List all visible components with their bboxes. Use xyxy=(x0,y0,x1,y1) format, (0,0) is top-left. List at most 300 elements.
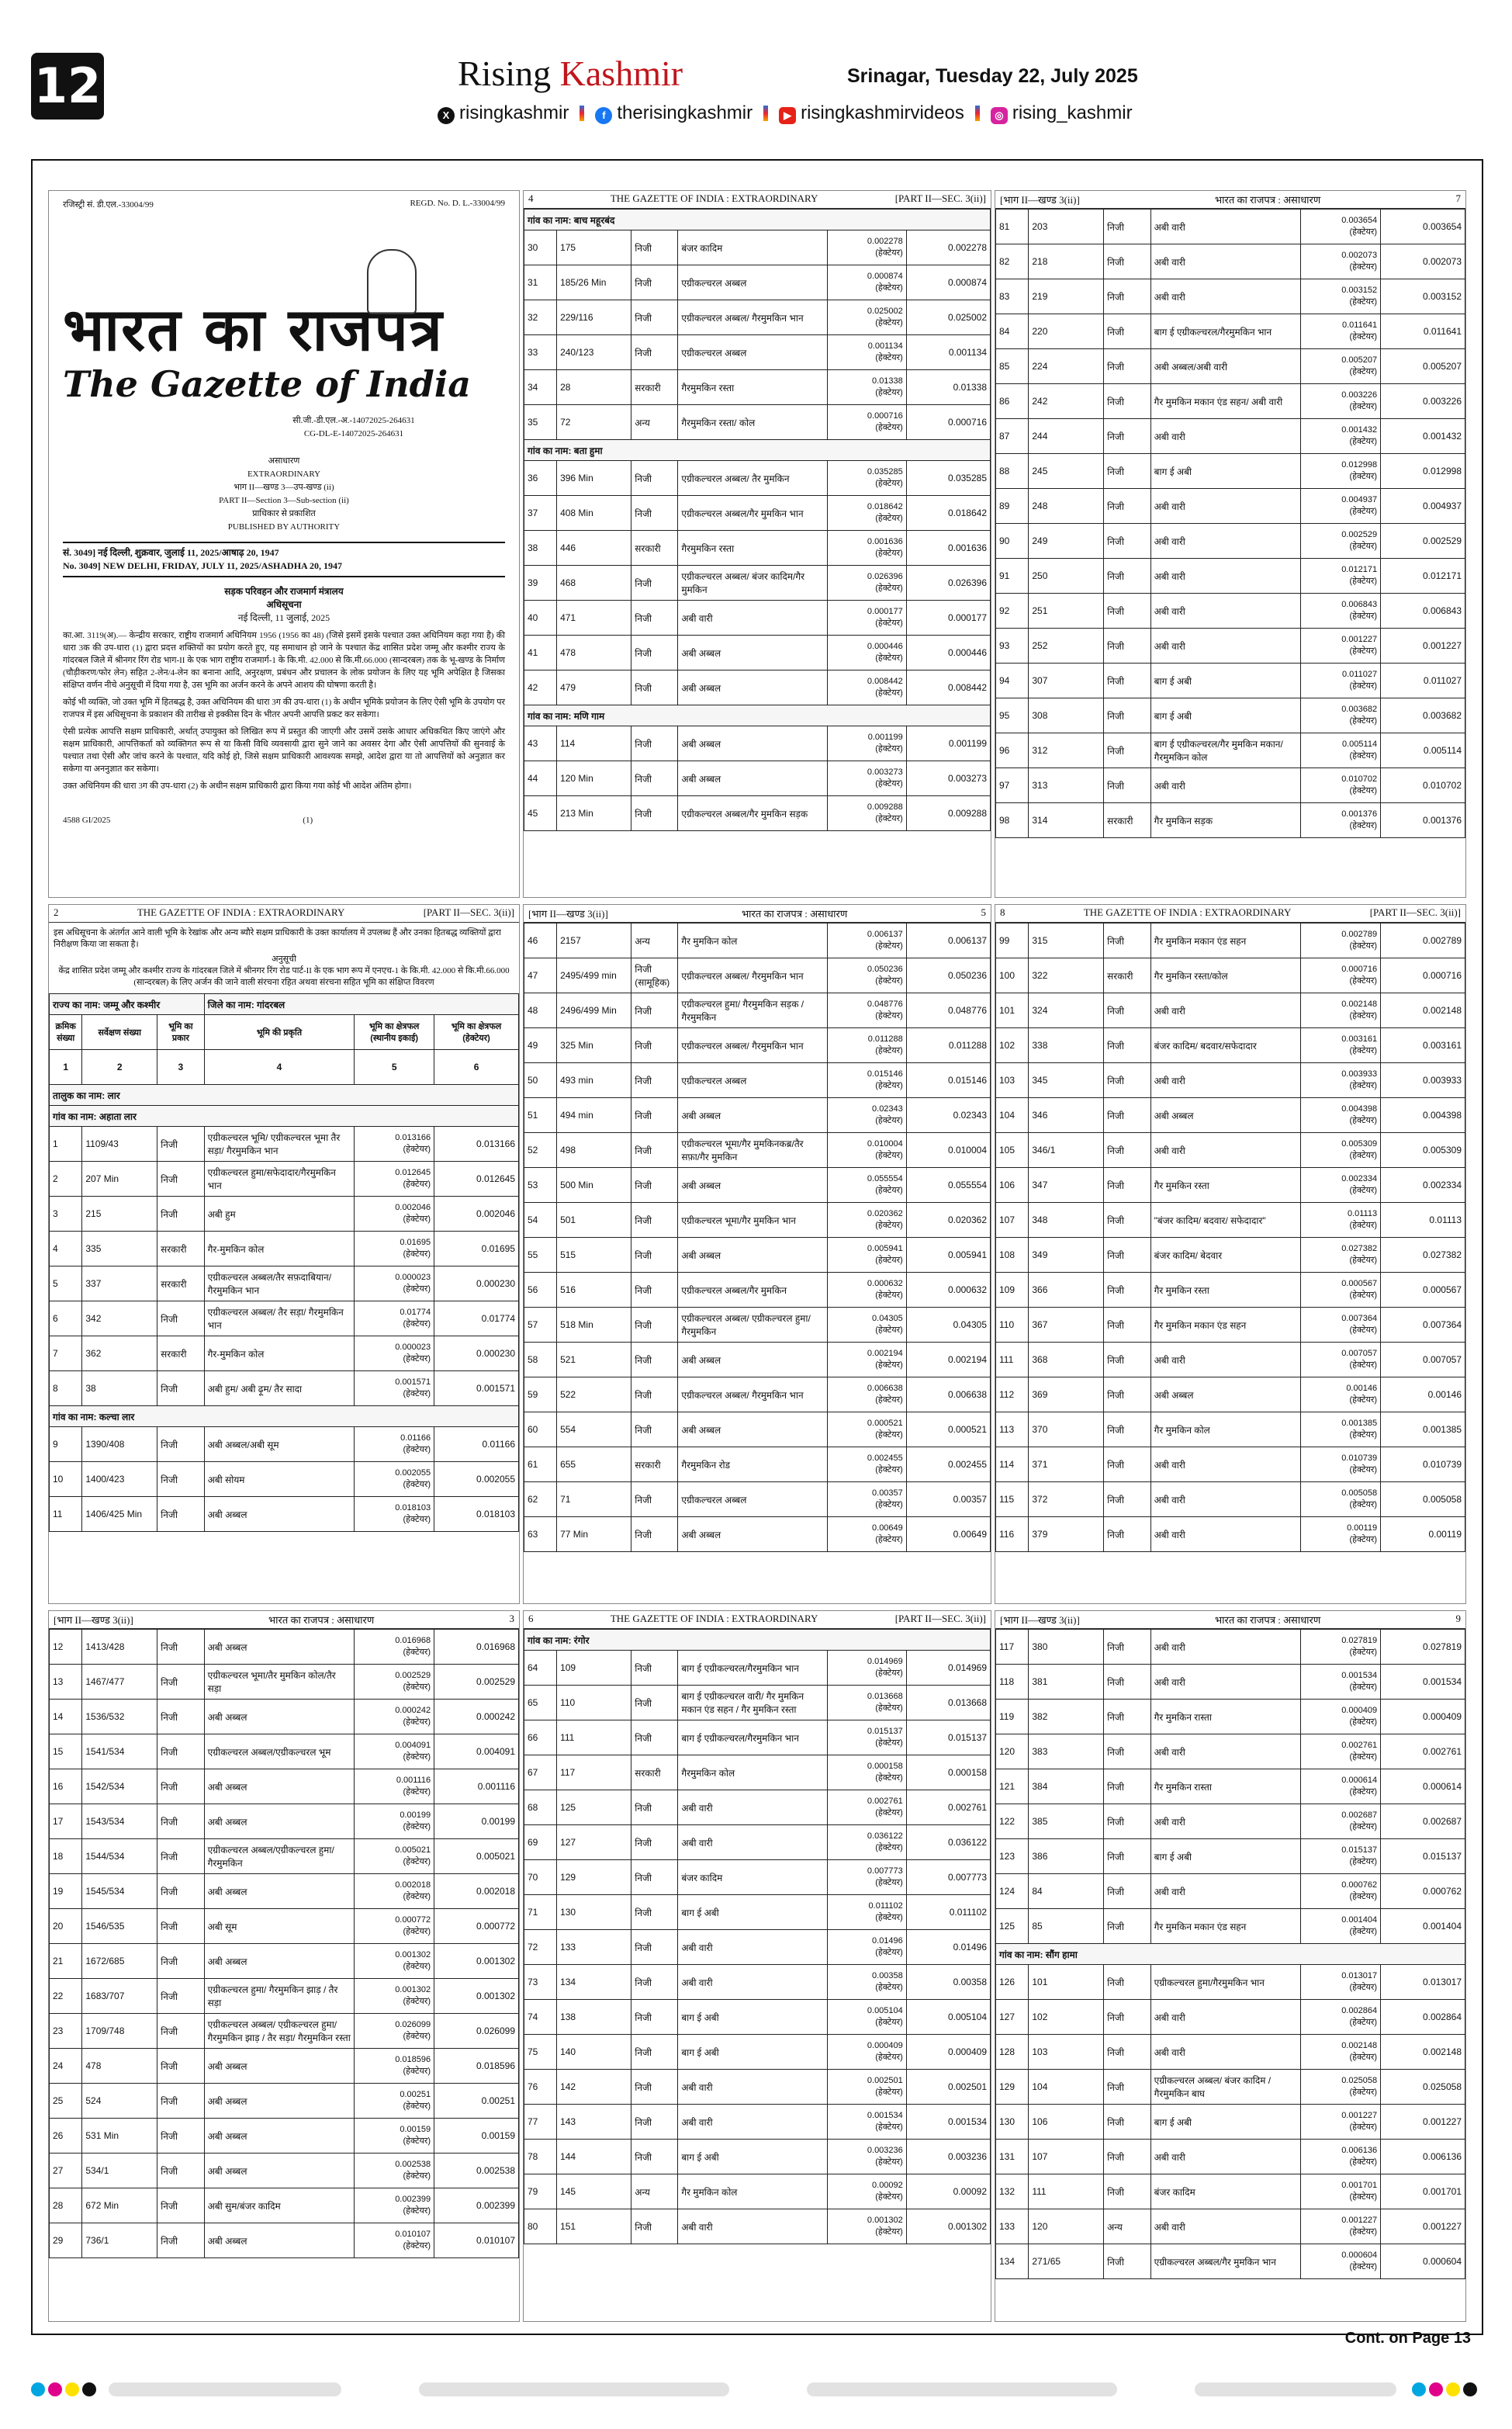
area-value: 0.011102 xyxy=(868,1901,903,1911)
area-unit: (हेक्टेयर) xyxy=(875,1843,903,1852)
table-row xyxy=(996,1063,1465,1098)
schedule-table xyxy=(524,1629,991,2244)
land-nature-cell: एग्रीकल्चरल भूमा/तैर मुमकिन कोल/तैर सड़ा xyxy=(204,1665,355,1700)
area-hectare-cell: 0.002864 xyxy=(1381,2000,1465,2035)
land-type-cell: सरकारी xyxy=(631,1755,678,1790)
land-nature-cell: अबी अब्बल xyxy=(204,1769,355,1804)
area-value: 0.002538 xyxy=(395,2160,431,2169)
area-hectare-cell: 0.001534 xyxy=(906,2105,990,2140)
table-row xyxy=(524,1203,991,1238)
area-value: 0.026099 xyxy=(395,2020,431,2029)
survey-number-cell: 386 xyxy=(1029,1839,1104,1874)
area-hectare-cell: 0.020362 xyxy=(906,1203,990,1238)
area-value: 0.001376 xyxy=(1341,809,1378,819)
survey-number-cell: 125 xyxy=(557,1790,631,1825)
serial-cell: 36 xyxy=(524,461,557,496)
survey-number-cell: 103 xyxy=(1029,2035,1104,2070)
survey-number-cell: 28 xyxy=(557,370,631,405)
land-type-cell: निजी xyxy=(631,2000,678,2035)
serial-cell: 8 xyxy=(50,1371,82,1406)
area-local-cell xyxy=(1301,2070,1381,2105)
village-name: गांव का नाम: बाच महूरबंद xyxy=(524,210,991,230)
page-head-center: भारत का राजपत्र : असाधारण xyxy=(1215,194,1321,206)
survey-number-cell: 337 xyxy=(82,1266,157,1301)
land-nature-cell: एग्रीकल्चरल हुमा/सफेदादार/गैरमुमकिन भान xyxy=(204,1162,355,1197)
land-type-cell: निजी xyxy=(1104,1203,1151,1238)
land-nature-cell: एग्रीकल्चरल अब्बल/गैर मुमकिन भान xyxy=(1150,2244,1301,2279)
area-value: 0.020362 xyxy=(867,1209,903,1218)
area-value: 0.011641 xyxy=(1342,321,1378,330)
table-row xyxy=(996,244,1465,279)
area-value: 0.055554 xyxy=(867,1174,903,1183)
table-row xyxy=(996,2000,1465,2035)
area-local-cell xyxy=(1301,1734,1381,1769)
area-unit: (हेक्टेयर) xyxy=(1349,751,1378,761)
area-value: 0.000772 xyxy=(395,1915,431,1925)
registration-mark xyxy=(1446,2382,1460,2396)
area-hectare-cell: 0.00199 xyxy=(434,1804,519,1839)
area-value: 0.000567 xyxy=(1341,1279,1378,1288)
land-type-cell: निजी xyxy=(1104,2174,1151,2209)
area-value: 0.013017 xyxy=(1341,1971,1378,1980)
area-value: 0.027382 xyxy=(1341,1244,1378,1253)
area-hectare-cell: 0.001227 xyxy=(1381,629,1465,664)
area-hectare-cell: 0.000521 xyxy=(906,1412,990,1447)
land-type-cell: निजी xyxy=(1104,768,1151,803)
area-unit: (हेक्टेयर) xyxy=(875,514,903,523)
serial-cell: 6 xyxy=(50,1301,82,1336)
issue-line xyxy=(63,542,505,577)
survey-number-cell: 1390/408 xyxy=(82,1427,157,1462)
survey-number-cell: 380 xyxy=(1029,1630,1104,1665)
land-nature-cell: एग्रीकल्चरल अब्बल/ बंजर कादिम / गैरमुमकिन बाघ xyxy=(1150,2070,1301,2105)
land-nature-cell: अबी वारी xyxy=(1150,1447,1301,1482)
page-head-left: 8 xyxy=(1000,906,1005,918)
land-type-cell: निजी xyxy=(1104,1700,1151,1734)
area-unit: (हेक्टेयर) xyxy=(403,1480,431,1489)
land-nature-cell: बाग ई अबी xyxy=(678,2035,827,2070)
land-type-cell: सरकारी xyxy=(157,1232,205,1266)
brand-first: Rising xyxy=(458,54,552,93)
area-hectare-cell: 0.001227 xyxy=(1381,2105,1465,2140)
area-local-cell xyxy=(1301,1238,1381,1273)
table-row xyxy=(524,1063,991,1098)
survey-number-cell: 1546/535 xyxy=(82,1909,157,1944)
table-row xyxy=(996,1630,1465,1665)
survey-number-cell: 1400/423 xyxy=(82,1462,157,1497)
area-value: 0.002529 xyxy=(1341,530,1378,539)
area-local-cell xyxy=(1301,1482,1381,1517)
area-hectare-cell: 0.000446 xyxy=(906,636,990,670)
table-row xyxy=(996,1769,1465,1804)
area-unit: (हेक्टेयर) xyxy=(1349,1186,1378,1195)
survey-number-cell: 185/26 Min xyxy=(557,265,631,300)
social-handle: rising_kashmir xyxy=(1012,102,1133,123)
area-unit: (हेक्टेयर) xyxy=(875,744,903,754)
survey-number-cell: 370 xyxy=(1029,1412,1104,1447)
land-type-cell: निजी xyxy=(631,1273,678,1308)
facebook-icon: f xyxy=(595,107,612,124)
table-row xyxy=(524,1825,991,1860)
area-hectare-cell: 0.025002 xyxy=(906,300,990,335)
area-value: 0.002055 xyxy=(395,1468,431,1478)
issue-hi: सं. 3049] नई दिल्ली, शुक्रवार, जुलाई 11, 2025/आषाढ़ 20, 1947 xyxy=(63,547,279,558)
page-head-left: [भाग II—खण्ड 3(ii)] xyxy=(528,908,608,920)
land-nature-cell: बाग ई अबी xyxy=(1150,1839,1301,1874)
area-hectare-cell: 0.006137 xyxy=(906,923,990,958)
survey-number-cell: 396 Min xyxy=(557,461,631,496)
reg-number-hi: रजिस्ट्री सं. डी.एल.-33004/99 xyxy=(63,200,154,210)
area-value: 0.013668 xyxy=(867,1692,903,1701)
land-type-cell: निजी xyxy=(631,2209,678,2244)
table-row xyxy=(524,2035,991,2070)
area-local-cell xyxy=(1301,1700,1381,1734)
serial-cell: 76 xyxy=(524,2070,557,2105)
area-hectare-cell: 0.000614 xyxy=(1381,1769,1465,1804)
page-head-left: [भाग II—खण्ड 3(ii)] xyxy=(1000,194,1080,206)
table-row xyxy=(996,384,1465,419)
area-local-cell xyxy=(1301,2035,1381,2070)
area-value: 0.000632 xyxy=(867,1279,903,1288)
area-hectare-cell: 0.002529 xyxy=(434,1665,519,1700)
table-row xyxy=(996,279,1465,314)
area-value: 0.002399 xyxy=(395,2195,431,2204)
land-nature-cell: गैरमुमकिन रस्ता xyxy=(678,370,827,405)
area-hectare-cell: 0.003933 xyxy=(1381,1063,1465,1098)
gazette-title-hindi: भारत का राजपत्र xyxy=(63,295,444,364)
land-type-cell: निजी xyxy=(1104,1665,1151,1700)
land-nature-cell: अबी अब्बल xyxy=(204,1874,355,1909)
table-row xyxy=(50,1197,519,1232)
area-hectare-cell: 0.000716 xyxy=(906,405,990,440)
schedule-title: अनुसूची xyxy=(272,955,296,964)
survey-number-cell: 77 Min xyxy=(557,1517,631,1552)
land-nature-cell: एग्रीकल्चरल अब्बल/ गैरमुमकिन भान xyxy=(678,300,827,335)
land-nature-cell: बंजर कादिम xyxy=(1150,2174,1301,2209)
land-nature-cell: अबी वारी xyxy=(1150,210,1301,244)
area-unit: (हेक्टेयर) xyxy=(1349,2053,1378,2062)
survey-number-cell: 522 xyxy=(557,1377,631,1412)
survey-number-cell: 101 xyxy=(1029,1965,1104,2000)
survey-number-cell: 110 xyxy=(557,1686,631,1720)
area-local-cell xyxy=(1301,664,1381,698)
area-value: 0.002046 xyxy=(395,1203,431,1212)
area-local-cell xyxy=(827,405,906,440)
land-nature-cell: अबी वारी xyxy=(1150,594,1301,629)
district-name: जिले का नाम: गांदरबल xyxy=(204,994,518,1015)
area-value: 0.025058 xyxy=(1341,2076,1378,2085)
land-type-cell: निजी xyxy=(1104,1630,1151,1665)
land-type-cell: निजी xyxy=(1104,1168,1151,1203)
land-nature-cell: अबी वारी xyxy=(1150,489,1301,524)
gazette-cover-page xyxy=(48,190,520,898)
area-value: 0.007773 xyxy=(867,1866,903,1876)
page-head-left: 4 xyxy=(528,192,534,204)
notification-para-2: कोई भी व्यक्ति, जो उक्त भूमि में हितबद्ध है, उक्त अधिनियम की धारा 3ग की उप-धारा (1) के अधीन भूमिके प्रयोजन के लिए ऐसी भूमि के उपयोग पर राजपत्र में इस अधिसूचना के प्रकाशन की तारीख से इक्कीस दिन के भीतर अपनी आपत्ति प्रकट कर सकेगा। xyxy=(63,698,505,719)
table-row xyxy=(996,1133,1465,1168)
serial-cell: 68 xyxy=(524,1790,557,1825)
serial-cell: 19 xyxy=(50,1874,82,1909)
serial-cell: 41 xyxy=(524,636,557,670)
land-nature-cell: अबी वारी xyxy=(1150,1517,1301,1552)
land-type-cell: अन्य xyxy=(1104,2209,1151,2244)
area-value: 0.004398 xyxy=(1341,1104,1378,1114)
area-hectare-cell: 0.005941 xyxy=(906,1238,990,1273)
area-local-cell xyxy=(827,2035,906,2070)
survey-number-cell: 362 xyxy=(82,1336,157,1371)
land-type-cell: निजी xyxy=(631,496,678,531)
area-local-cell xyxy=(1301,1965,1381,2000)
area-value: 0.003226 xyxy=(1341,390,1378,400)
area-unit: (हेक्टेयर) xyxy=(1349,507,1378,516)
survey-number-cell: 347 xyxy=(1029,1168,1104,1203)
table-row xyxy=(996,1343,1465,1377)
page-head-right: [PART II—SEC. 3(ii)] xyxy=(894,1613,986,1624)
area-local-cell xyxy=(355,1427,434,1462)
area-local-cell xyxy=(355,2119,434,2154)
area-value: 0.000023 xyxy=(395,1343,431,1352)
area-value: 0.002687 xyxy=(1341,1810,1378,1820)
schedule-table xyxy=(49,1629,519,2258)
land-type-cell: निजी (सामूहिक) xyxy=(631,958,678,993)
area-value: 0.001134 xyxy=(867,341,903,351)
area-value: 0.008442 xyxy=(867,677,903,686)
area-unit: (हेक्टेयर) xyxy=(875,1878,903,1887)
survey-number-cell: 1413/428 xyxy=(82,1630,157,1665)
land-nature-cell: एग्रीकल्चरल भूमा/गैर मुमकिनकब्र/तैर सफ़ा/गैर मुमकिन xyxy=(678,1133,827,1168)
area-value: 0.001385 xyxy=(1341,1419,1378,1428)
serial-cell: 109 xyxy=(996,1273,1029,1308)
area-value: 0.04305 xyxy=(872,1314,903,1323)
area-hectare-cell: 0.007773 xyxy=(906,1860,990,1895)
social-instagram[interactable] xyxy=(991,102,1133,124)
area-value: 0.003682 xyxy=(1341,705,1378,714)
table-row xyxy=(996,629,1465,664)
area-local-cell xyxy=(355,2154,434,2188)
table-row xyxy=(996,454,1465,489)
serial-cell: 65 xyxy=(524,1686,557,1720)
extraordinary-hi: असाधारण xyxy=(268,456,300,466)
serial-cell: 46 xyxy=(524,923,557,958)
serial-cell: 129 xyxy=(996,2070,1029,2105)
table-row xyxy=(524,265,991,300)
area-local-cell xyxy=(355,1700,434,1734)
area-value: 0.010702 xyxy=(1341,774,1378,784)
area-value: 0.015146 xyxy=(867,1069,903,1079)
area-value: 0.000177 xyxy=(867,607,903,616)
area-value: 0.001227 xyxy=(1341,2111,1378,2120)
land-nature-cell: एग्रीकल्चरल अब्बल xyxy=(678,265,827,300)
area-hectare-cell: 0.000177 xyxy=(906,601,990,636)
area-value: 0.003654 xyxy=(1341,216,1378,225)
serial-cell: 28 xyxy=(50,2188,82,2223)
land-nature-cell: एग्रीकल्चरल भूमा/गैर मुमकिन भान xyxy=(678,1203,827,1238)
serial-cell: 13 xyxy=(50,1665,82,1700)
area-hectare-cell: 0.018642 xyxy=(906,496,990,531)
area-local-cell xyxy=(1301,1909,1381,1944)
area-hectare-cell: 0.025058 xyxy=(1381,2070,1465,2105)
land-nature-cell: अबी अब्बल xyxy=(678,1238,827,1273)
social-facebook[interactable] xyxy=(595,102,753,124)
land-nature-cell: अबी वारी xyxy=(1150,1804,1301,1839)
village-name: गांव का नाम: मणि गाम xyxy=(524,705,991,726)
area-unit: (हेक्टेयर) xyxy=(875,1703,903,1713)
serial-cell: 51 xyxy=(524,1098,557,1133)
page-head-center: भारत का राजपत्र : असाधारण xyxy=(1215,1614,1321,1626)
social-x[interactable] xyxy=(438,102,569,124)
table-row xyxy=(524,958,991,993)
survey-number-cell: 102 xyxy=(1029,2000,1104,2035)
serial-cell: 98 xyxy=(996,803,1029,838)
survey-number-cell: 213 Min xyxy=(557,796,631,831)
area-hectare-cell: 0.005309 xyxy=(1381,1133,1465,1168)
area-unit: (हेक्टेयर) xyxy=(875,653,903,663)
area-unit: (हेक्टेयर) xyxy=(403,1822,431,1831)
table-row xyxy=(996,664,1465,698)
land-type-cell: सरकारी xyxy=(631,370,678,405)
survey-number-cell: 518 Min xyxy=(557,1308,631,1343)
survey-number-cell: 38 xyxy=(82,1371,157,1406)
serial-cell: 99 xyxy=(996,923,1029,958)
survey-number-cell: 2495/499 min xyxy=(557,958,631,993)
column-header: भूमि का प्रकार xyxy=(157,1015,205,1050)
land-type-cell: निजी xyxy=(1104,1804,1151,1839)
area-hectare-cell: 0.003161 xyxy=(1381,1028,1465,1063)
table-row xyxy=(50,1462,519,1497)
serial-cell: 52 xyxy=(524,1133,557,1168)
area-unit: (हेक्टेयर) xyxy=(1349,1892,1378,1901)
area-value: 0.00358 xyxy=(872,1971,903,1980)
area-value: 0.01496 xyxy=(872,1936,903,1946)
table-row xyxy=(524,1028,991,1063)
land-type-cell: निजी xyxy=(157,1301,205,1336)
area-hectare-cell: 0.002055 xyxy=(434,1462,519,1497)
land-type-cell: निजी xyxy=(1104,314,1151,349)
area-local-cell xyxy=(1301,2140,1381,2174)
survey-number-cell: 1541/534 xyxy=(82,1734,157,1769)
survey-number-cell: 151 xyxy=(557,2209,631,2244)
table-row xyxy=(996,419,1465,454)
area-unit: (हेक्टेयर) xyxy=(875,248,903,258)
area-local-cell xyxy=(1301,1343,1381,1377)
serial-cell: 71 xyxy=(524,1895,557,1930)
serial-cell: 59 xyxy=(524,1377,557,1412)
area-unit: (हेक्टेयर) xyxy=(875,2018,903,2027)
area-unit: (हेक्टेयर) xyxy=(875,1773,903,1783)
land-type-cell: निजी xyxy=(1104,454,1151,489)
land-type-cell: निजी xyxy=(157,2084,205,2119)
land-type-cell: निजी xyxy=(1104,1273,1151,1308)
land-type-cell: निजी xyxy=(157,1497,205,1532)
area-local-cell xyxy=(1301,1273,1381,1308)
area-value: 0.00199 xyxy=(400,1810,431,1820)
land-nature-cell: अबी वारी xyxy=(1150,1630,1301,1665)
land-type-cell: निजी xyxy=(631,1517,678,1552)
survey-number-cell: 478 xyxy=(82,2049,157,2084)
table-row xyxy=(524,1686,991,1720)
area-unit: (हेक्टेयर) xyxy=(1349,1983,1378,1992)
land-nature-cell: बंजर कादिम/ बेदवार xyxy=(1150,1238,1301,1273)
serial-cell: 12 xyxy=(50,1630,82,1665)
social-youtube[interactable] xyxy=(779,102,964,124)
column-header: भूमि का क्षेत्रफल (स्थानीय इकाई) xyxy=(355,1015,434,1050)
area-value: 0.027819 xyxy=(1341,1636,1378,1645)
table-row xyxy=(50,1497,519,1532)
area-hectare-cell: 0.00357 xyxy=(906,1482,990,1517)
serial-cell: 63 xyxy=(524,1517,557,1552)
land-type-cell: निजी xyxy=(631,1651,678,1686)
village-name: गांव का नाम: रंगोर xyxy=(524,1630,991,1651)
state-name: राज्य का नाम: जम्मू और कश्मीर xyxy=(50,994,205,1015)
area-value: 0.01338 xyxy=(872,376,903,386)
land-nature-cell: अबी वारी xyxy=(678,601,827,636)
area-unit: (हेक्टेयर) xyxy=(875,1325,903,1335)
land-nature-cell: अबी वारी xyxy=(1150,244,1301,279)
area-hectare-cell: 0.001302 xyxy=(434,1979,519,2014)
area-local-cell xyxy=(1301,314,1381,349)
area-value: 0.001227 xyxy=(1341,635,1378,644)
area-unit: (हेक्टेयर) xyxy=(875,1221,903,1230)
area-unit: (हेक्टेयर) xyxy=(403,1787,431,1797)
area-local-cell xyxy=(355,1462,434,1497)
area-local-cell xyxy=(355,1909,434,1944)
land-type-cell: निजी xyxy=(631,1308,678,1343)
survey-number-cell: 521 xyxy=(557,1343,631,1377)
land-type-cell: निजी xyxy=(1104,1377,1151,1412)
area-local-cell xyxy=(1301,803,1381,838)
table-row xyxy=(524,601,991,636)
area-unit: (हेक्टेयर) xyxy=(875,2053,903,2062)
land-nature-cell: गैर मुमकिन कोल xyxy=(678,923,827,958)
area-unit: (हेक्टेयर) xyxy=(403,1752,431,1762)
land-nature-cell: एग्रीकल्चरल अब्बल/ गैरमुमकिन भान xyxy=(678,958,827,993)
area-local-cell xyxy=(355,1734,434,1769)
land-type-cell: निजी xyxy=(631,1133,678,1168)
table-row xyxy=(524,335,991,370)
table-row xyxy=(50,1909,519,1944)
survey-number-cell: 366 xyxy=(1029,1273,1104,1308)
survey-number-cell: 271/65 xyxy=(1029,2244,1104,2279)
area-value: 0.002455 xyxy=(867,1454,903,1463)
continued-note[interactable]: Cont. on Page 13 xyxy=(1344,2330,1471,2347)
area-value: 0.005207 xyxy=(1341,355,1378,365)
land-nature-cell: बाग ई एग्रीकल्चरल/गैरमुमकिन भान xyxy=(678,1651,827,1686)
table-row xyxy=(996,923,1465,958)
land-type-cell: निजी xyxy=(157,1769,205,1804)
survey-number-cell: 1683/707 xyxy=(82,1979,157,2014)
area-unit: (हेक्टेयर) xyxy=(1349,1535,1378,1544)
area-hectare-cell: 0.000772 xyxy=(434,1909,519,1944)
area-local-cell xyxy=(1301,1377,1381,1412)
area-value: 0.006137 xyxy=(867,930,903,939)
registration-mark xyxy=(1463,2382,1477,2396)
land-type-cell: निजी xyxy=(1104,279,1151,314)
area-local-cell xyxy=(827,1895,906,1930)
land-nature-cell: अबी सूम xyxy=(204,1909,355,1944)
area-value: 0.00146 xyxy=(1346,1384,1378,1393)
issue-en: No. 3049] NEW DELHI, FRIDAY, JULY 11, 2025/ASHADHA 20, 1947 xyxy=(63,560,343,571)
survey-number-cell: 324 xyxy=(1029,993,1104,1028)
area-unit: (हेक्टेयर) xyxy=(875,318,903,327)
newspaper-logo[interactable] xyxy=(458,53,683,94)
land-type-cell: निजी xyxy=(1104,2035,1151,2070)
page-number: 12 xyxy=(31,53,104,120)
area-unit: (हेक्टेयर) xyxy=(875,2192,903,2202)
land-nature-cell: अबी वारी xyxy=(678,1965,827,2000)
part-hi: भाग II—खण्ड 3—उप-खण्ड (ii) xyxy=(234,483,334,492)
area-local-cell xyxy=(827,1686,906,1720)
code-en: CG-DL-E-14072025-264631 xyxy=(303,429,404,438)
